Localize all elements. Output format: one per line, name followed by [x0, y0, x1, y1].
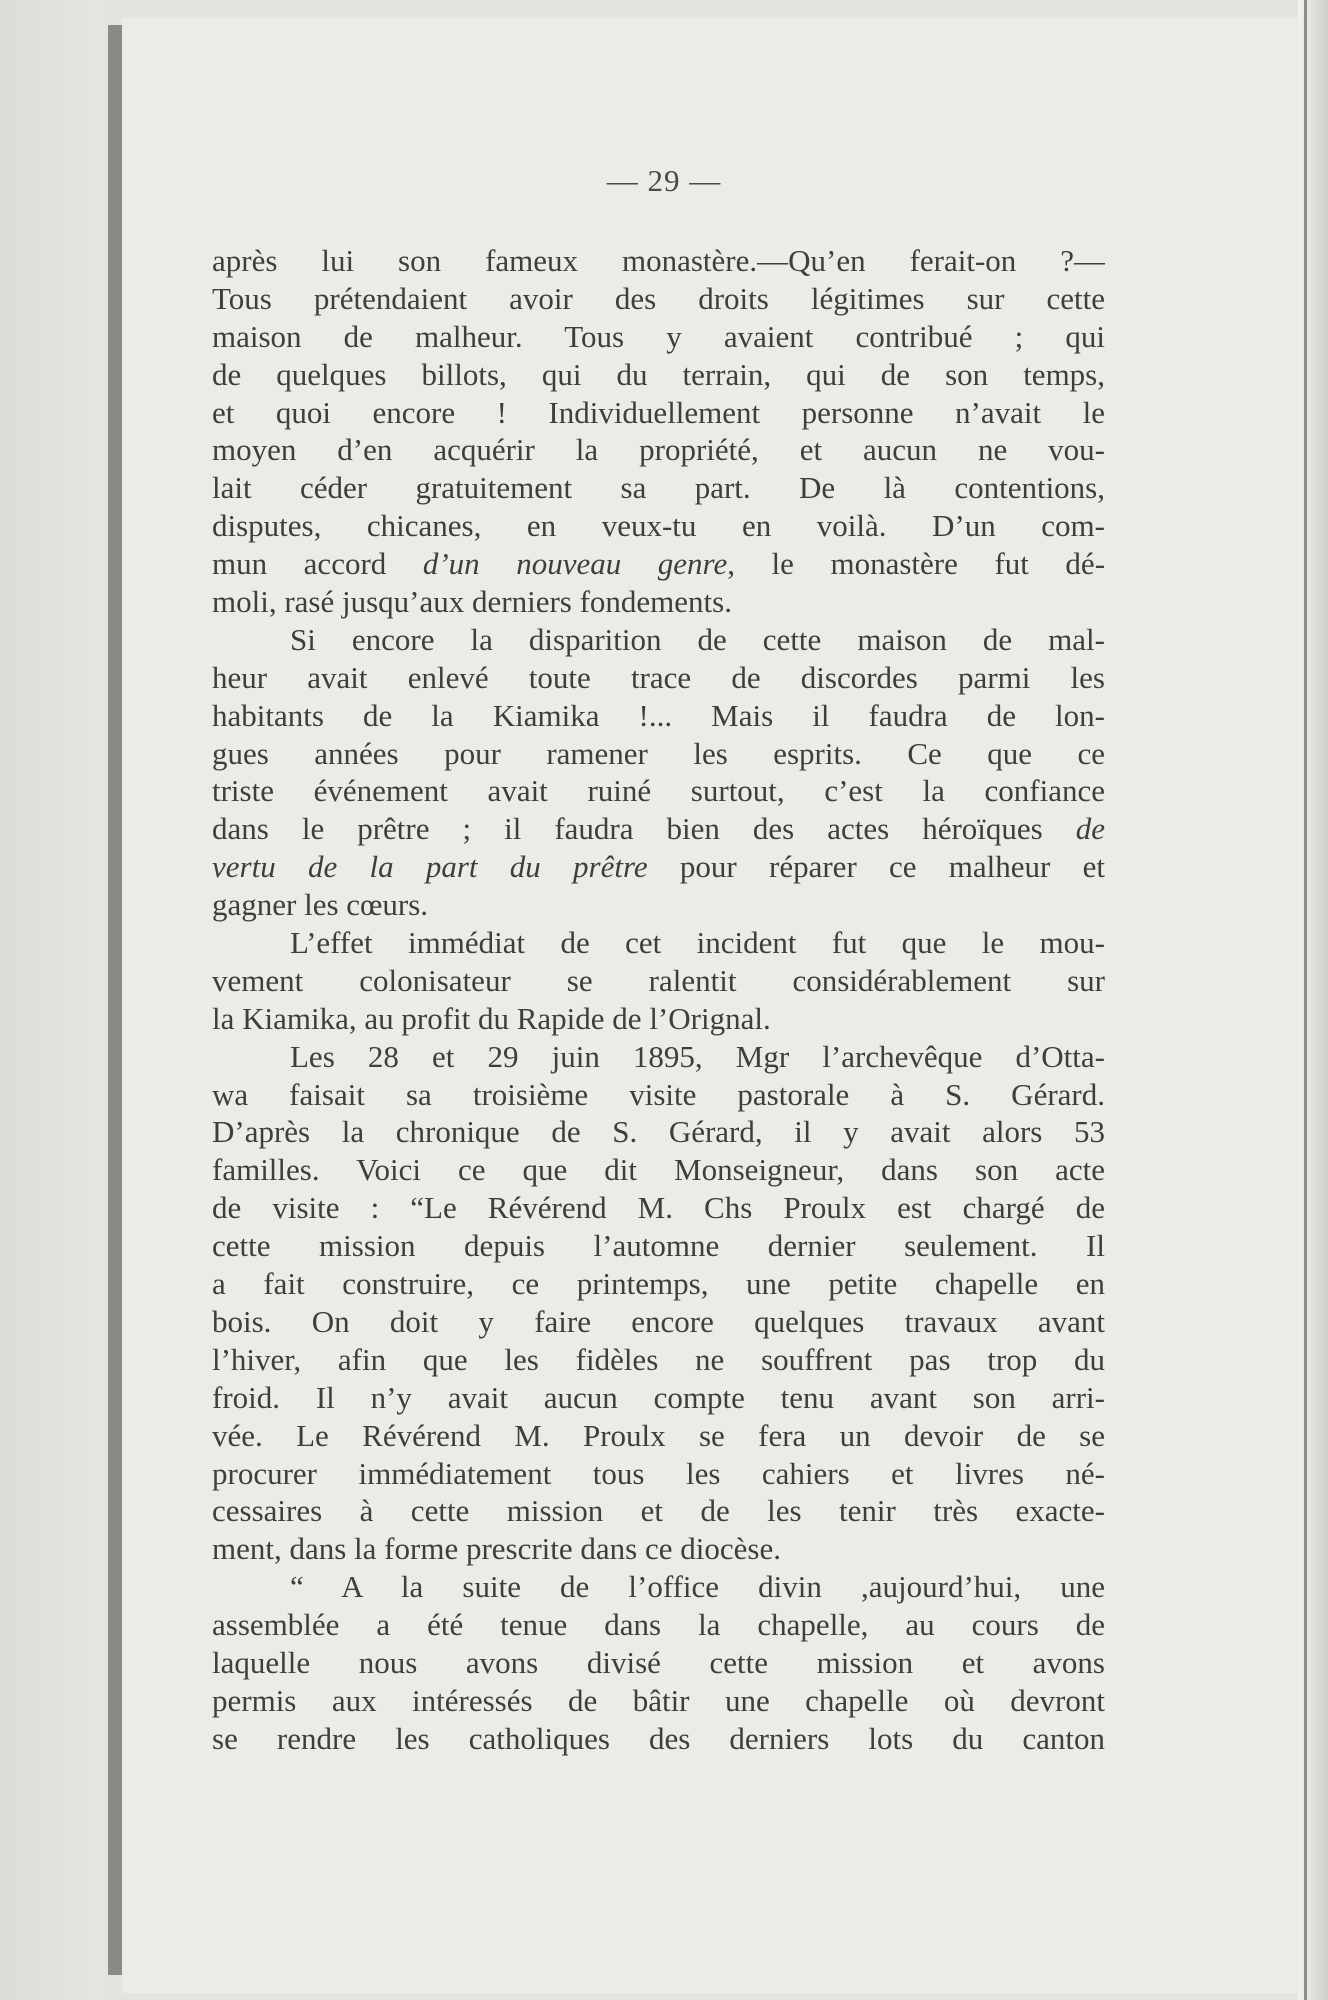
text-line: familles. Voici ce que dit Monseigneur, dans son acte — [212, 1152, 1105, 1188]
text-line: assemblée a été tenue dans la chapelle, au cours de — [212, 1607, 1105, 1643]
facing-page-margin — [0, 0, 105, 2000]
text-line: et quoi encore ! Individuellement personne n’avait le — [212, 394, 1105, 430]
text-line — [212, 810, 1105, 848]
text-line: froid. Il n’y avait aucun compte tenu avant son arri- — [212, 1379, 1105, 1415]
text-line: vée. Le Révérend M. Proulx se fera un devoir de se — [212, 1417, 1105, 1453]
text-line: “ A la suite de l’office divin ,aujourd’hui, une — [290, 1569, 1105, 1605]
text-segment: , le monastère fut dé- — [727, 546, 1105, 582]
page-right-edge — [1298, 0, 1328, 2000]
italic-segment: d’un nouveau genre — [422, 546, 728, 582]
text-segment: mun accord — [212, 546, 423, 582]
text-line: Tous prétendaient avoir des droits légitimes sur cette — [212, 280, 1105, 316]
text-line: disputes, chicanes, en veux-tu en voilà. D’un com- — [212, 508, 1105, 544]
text-line — [212, 545, 1105, 583]
italic-segment: de — [1075, 811, 1105, 847]
text-line: maison de malheur. Tous y avaient contribué ; qui — [212, 318, 1105, 354]
text-line: Les 28 et 29 juin 1895, Mgr l’archevêque d’Otta- — [290, 1038, 1105, 1074]
text-line: habitants de la Kiamika !... Mais il faudra de lon- — [212, 697, 1105, 733]
text-line: de quelques billots, qui du terrain, qui de son temps, — [212, 356, 1105, 392]
text-line: bois. On doit y faire encore quelques travaux avant — [212, 1303, 1105, 1339]
text-line: cessaires à cette mission et de les tenir très exacte- — [212, 1493, 1105, 1529]
text-line: se rendre les catholiques des derniers lots du canton — [212, 1720, 1105, 1756]
text-line: moyen d’en acquérir la propriété, et aucun ne vou- — [212, 432, 1105, 468]
book-gutter — [108, 25, 122, 1975]
text-line: D’après la chronique de S. Gérard, il y avait alors 53 — [212, 1114, 1105, 1150]
text-line: Si encore la disparition de cette maison de mal- — [290, 621, 1105, 657]
italic-segment: vertu de la part du prêtre — [212, 849, 648, 885]
body-text — [212, 242, 1105, 1758]
text-line: permis aux intéressés de bâtir une chapelle où devront — [212, 1682, 1105, 1718]
text-line: moli, rasé jusqu’aux derniers fondements. — [212, 584, 732, 620]
text-segment: dans le prêtre ; il faudra bien des actes héroïques — [212, 811, 1076, 847]
text-line: wa faisait sa troisième visite pastorale à S. Gérard. — [212, 1076, 1105, 1112]
text-line — [212, 848, 1105, 886]
text-line: vement colonisateur se ralentit considérablement sur — [212, 962, 1105, 998]
text-line: après lui son fameux monastère.—Qu’en ferait-on ?— — [212, 243, 1105, 278]
page-number: — 29 — — [606, 163, 722, 198]
text-line: de visite : “Le Révérend M. Chs Proulx est chargé de — [212, 1190, 1105, 1226]
text-line: la Kiamika, au profit du Rapide de l’Orignal. — [212, 1000, 771, 1036]
text-line: l’hiver, afin que les fidèles ne souffrent pas trop du — [212, 1341, 1105, 1377]
text-segment: pour réparer ce malheur et — [647, 849, 1105, 885]
text-line: ment, dans la forme prescrite dans ce diocèse. — [212, 1531, 781, 1567]
text-line: a fait construire, ce printemps, une petite chapelle en — [212, 1266, 1105, 1302]
text-line: gues années pour ramener les esprits. Ce que ce — [212, 735, 1105, 771]
text-line: lait céder gratuitement sa part. De là contentions, — [212, 470, 1105, 506]
text-line: triste événement avait ruiné surtout, c’est la confiance — [212, 773, 1105, 809]
text-line: procurer immédiatement tous les cahiers et livres né- — [212, 1455, 1105, 1491]
text-line: gagner les cœurs. — [212, 887, 429, 923]
page-edge-line — [1304, 0, 1307, 2000]
text-line: cette mission depuis l’automne dernier seulement. Il — [212, 1228, 1105, 1264]
text-line: L’effet immédiat de cet incident fut que le mou- — [290, 925, 1105, 961]
text-line: heur avait enlevé toute trace de discordes parmi les — [212, 659, 1105, 695]
text-line: laquelle nous avons divisé cette mission et avons — [212, 1644, 1105, 1680]
